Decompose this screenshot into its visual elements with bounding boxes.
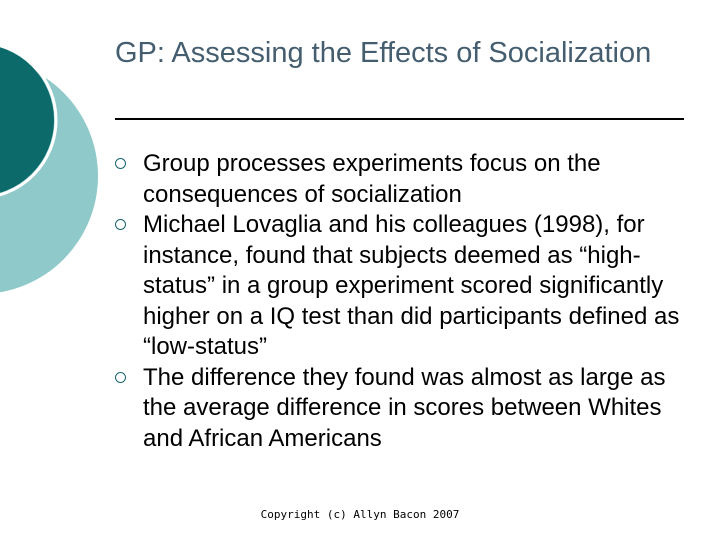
hollow-circle-bullet-icon <box>115 219 126 230</box>
hollow-circle-bullet-icon <box>115 158 126 169</box>
bullet-item <box>115 210 685 363</box>
corner-decoration <box>0 0 120 300</box>
bullet-item <box>115 363 685 455</box>
bullet-text: Michael Lovaglia and his colleagues (1998), for instance, found that subjects deemed as “high-status” in a group experiment scored significantly higher on a IQ test than did participants defined as “low-status” <box>143 211 680 360</box>
hollow-circle-bullet-icon <box>115 372 126 383</box>
bullet-text: The difference they found was almost as large as the average difference in scores between Whites and African Americans <box>143 363 666 452</box>
copyright-footer: Copyright (c) Allyn Bacon 2007 <box>260 508 460 521</box>
bullet-text: Group processes experiments focus on the consequences of socialization <box>143 150 601 208</box>
bullet-list <box>115 149 685 454</box>
title-divider <box>115 118 684 120</box>
slide-title: GP: Assessing the Effects of Socialization <box>115 37 652 69</box>
bullet-item <box>115 149 685 210</box>
